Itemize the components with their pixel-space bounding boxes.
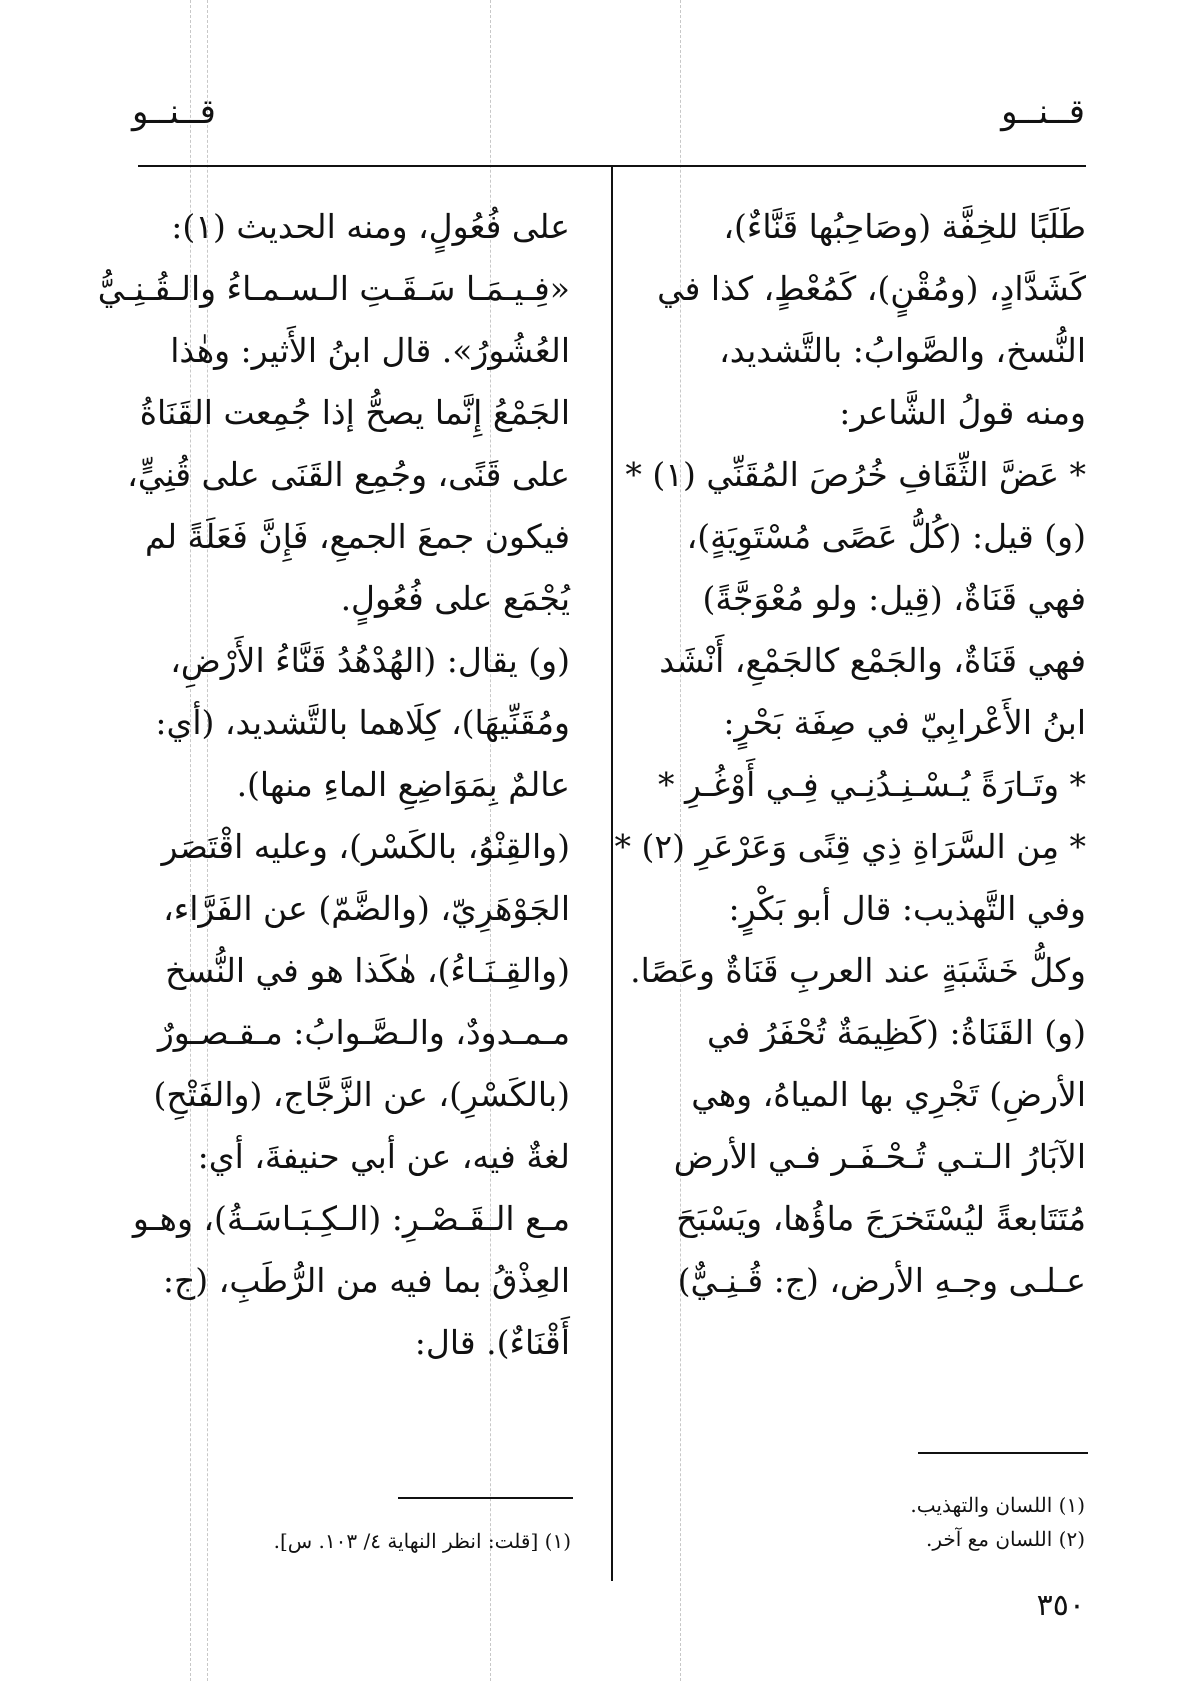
text-line: (والقِنْوُ، بالكَسْر)، وعليه اقْتَصَر	[161, 827, 570, 866]
text-line: العِذْقُ بما فيه من الرُّطَبِ، (ج:	[162, 1261, 570, 1300]
footnote-rule-left	[398, 1497, 573, 1499]
footnotes-left	[274, 1524, 571, 1558]
text-line: (و) قيل: (كُلُّ عَصًى مُسْتَوِيَةٍ)،	[686, 517, 1086, 556]
running-header-left: قــنــو	[132, 92, 216, 132]
text-line: عالمٌ بِمَوَاضِعِ الماءِ منها).	[236, 765, 570, 804]
left-column	[97, 196, 570, 1374]
text-line: يُجْمَع على فُعُولٍ.	[340, 579, 570, 618]
text-line: (و) يقال: (الهُدْهُدُ قَنَّاءُ الأَرْضِ،	[170, 641, 570, 680]
footnote: (٢) اللسان مع آخر.	[925, 1527, 1085, 1551]
text-line: مُتَتَابعةً ليُسْتَخرَجَ ماؤُها، ويَسْبَحَ	[676, 1199, 1086, 1238]
text-line: فيكون جمعَ الجمعِ، فَإِنَّ فَعَلَةً لم	[145, 517, 570, 556]
text-line: النُّسخ، والصَّوابُ: بالتَّشديد،	[719, 331, 1086, 370]
verse-line: * وتَـارَةً يُـسْـنِـدُنِـي فِـي أَوْغُـرِ *	[658, 765, 1086, 804]
text-line: (والقِـنَـاءُ)، هٰكَذا هو في النُّسخ	[165, 951, 570, 990]
footnote: (١) [قلت: انظر النهاية ٤/ ١٠٣. س].	[273, 1529, 571, 1553]
running-header-right: قــنــو	[1001, 92, 1085, 132]
column-divider	[611, 166, 613, 1581]
text-line: (و) القَنَاةُ: (كَظِيمَةٌ تُحْفَرُ في	[706, 1013, 1086, 1052]
text-line: طَلَبًا للخِفَّة (وصَاحِبُها قَنَّاءٌ)،	[723, 207, 1086, 246]
text-line: وفي التَّهذيب: قال أبو بَكْرٍ:	[728, 889, 1086, 928]
text-line: ومنه قولُ الشَّاعر:	[839, 393, 1086, 432]
text-line: الآبَارُ الـتـي تُـحْـفَـر فـي الأرض	[673, 1137, 1086, 1176]
text-line: فهي قَنَاةٌ، (قِيل: ولو مُعْوَجَّةً)	[702, 579, 1086, 618]
text-line: وكلُّ خَشَبَةٍ عند العربِ قَنَاةٌ وعَصًا.	[630, 951, 1086, 990]
footnote-rule-right	[918, 1452, 1088, 1454]
text-line: عـلـى وجـهِ الأرض، (ج: قُـنِـيٌّ)	[677, 1261, 1086, 1300]
text-line: الأرضِ) تَجْرِي بها المياهُ، وهي	[691, 1075, 1086, 1114]
text-line: ابنُ الأَعْرابِيّ في صِفَة بَحْرٍ:	[723, 703, 1086, 742]
page-number: ٣٥٠	[1036, 1588, 1085, 1623]
text-line: الجَمْعُ إِنَّما يصحُّ إذا جُمِعت القَنَاةُ	[139, 393, 570, 432]
footnotes-right	[910, 1488, 1085, 1556]
text-line: الجَوْهَرِيّ، (والضَّمّ) عن الفَرَّاء،	[163, 889, 570, 928]
text-line: مـمـدودٌ، والـصَّـوابُ: مـقـصـورٌ	[157, 1013, 570, 1052]
text-line: (بالكَسْرِ)، عن الزَّجَّاج، (والفَتْحِ)	[153, 1075, 570, 1114]
verse-line: * عَضَّ الثِّقَافِ خُرُصَ المُقَنِّي (١) *	[625, 455, 1086, 494]
text-line: «فِـيـمَـا سَـقَـتِ الـسـمـاءُ والـقُـنِـيُّ	[97, 269, 570, 308]
text-line: فهي قَنَاةٌ، والجَمْع كالجَمْعِ، أَنْشَد	[659, 641, 1086, 680]
text-line: أَقْنَاءٌ). قال:	[414, 1323, 570, 1362]
verse-line: * مِن السَّرَاةِ ذِي قِنًى وَعَرْعَرِ (٢) *	[614, 827, 1086, 866]
footnote: (١) اللسان والتهذيب.	[910, 1493, 1085, 1517]
text-line: كَشَدَّادٍ، (ومُقْنٍ)، كَمُعْطٍ، كذا في	[657, 269, 1086, 308]
text-line: على قَنًى، وجُمِع القَنَى على قُنِيٍّ،	[127, 455, 570, 494]
right-column	[614, 196, 1086, 1312]
text-line: العُشُورُ». قال ابنُ الأَثير: وهٰذا	[170, 331, 570, 370]
text-line: ومُقَنِّيهَا)، كِلَاهما بالتَّشديد، (أي:	[155, 703, 570, 742]
text-line: لغةٌ فيه، عن أبي حنيفةَ، أي:	[197, 1137, 570, 1176]
text-line: على فُعُولٍ، ومنه الحديث (١):	[171, 207, 570, 246]
text-line: مـع الـقَـصْـرِ: (الـكِـبَـاسَـةُ)، وهـو	[132, 1199, 570, 1238]
